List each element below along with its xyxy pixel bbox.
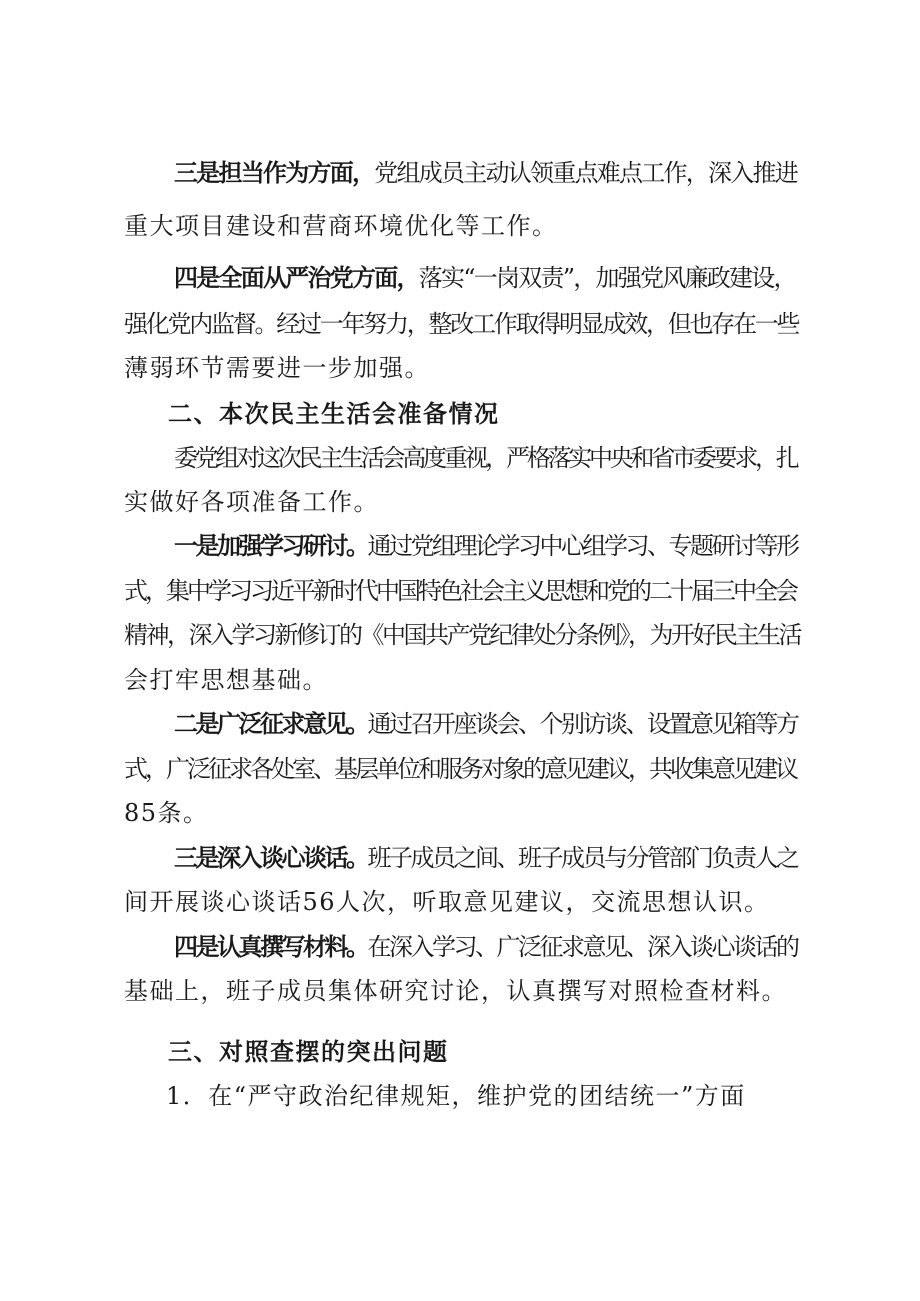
- section-heading: 二、本次民主生活会准备情况: [168, 400, 500, 428]
- paragraph-line: [174, 932, 798, 962]
- paragraph-line: [174, 158, 797, 188]
- paragraph-lead: 一是加强学习研讨。: [174, 531, 368, 560]
- paragraph-text: 落实“一岗双责”，加强党风廉政建设，: [418, 264, 796, 292]
- paragraph-text: 班子成员之间、班子成员与分管部门负责人之: [367, 844, 798, 872]
- paragraph-line: 强化党内监督。经过一年努力，整改工作取得明显成效，但也存在一些: [124, 310, 799, 338]
- paragraph-line: [174, 709, 798, 739]
- paragraph-text: 通过党组理论学习中心组学习、专题研讨等形: [367, 532, 798, 560]
- paragraph-line: 实做好各项准备工作。: [124, 488, 379, 516]
- paragraph-line: 薄弱环节需要进一步加强。: [124, 354, 430, 382]
- paragraph-line: 委党组对这次民主生活会高度重视，严格落实中央和省市委要求，扎: [174, 444, 797, 472]
- section-heading: 三、对照查摆的突出问题: [168, 1038, 449, 1066]
- paragraph-lead: 三是担当作为方面，: [174, 158, 375, 187]
- paragraph-lead: 二是广泛征求意见。: [174, 709, 368, 738]
- subsection-heading: 1．在“严守政治纪律规矩，维护党的团结统一”方面: [166, 1082, 746, 1110]
- paragraph-line: 基础上，班子成员集体研究讨论，认真撰写对照检查材料。: [124, 977, 787, 1005]
- paragraph-lead: 三是深入谈心谈话。: [174, 843, 368, 872]
- paragraph-line: [174, 263, 796, 293]
- paragraph-line: [174, 843, 798, 873]
- paragraph-line: 精神，深入学习新修订的《中国共产党纪律处分条例》，为开好民主生活: [124, 621, 800, 649]
- paragraph-line: 式，集中学习习近平新时代中国特色社会主义思想和党的二十届三中全会: [124, 577, 796, 605]
- paragraph-line: 式，广泛征求各处室、基层单位和服务对象的意见建议，共收集意见建议: [124, 755, 796, 783]
- paragraph-text: 党组成员主动认领重点难点工作，深入推进: [374, 159, 797, 187]
- paragraph-line: 间开展谈心谈话56人次，听取意见建议，交流思想认识。: [124, 888, 770, 916]
- paragraph-lead: 四是全面从严治党方面，: [174, 263, 419, 292]
- paragraph-line: 重大项目建设和营商环境优化等工作。: [124, 212, 558, 240]
- paragraph-line: [174, 531, 798, 561]
- paragraph-line: 会打牢思想基础。: [124, 666, 328, 694]
- paragraph-lead: 四是认真撰写材料。: [174, 932, 368, 961]
- paragraph-text: 在深入学习、广泛征求意见、深入谈心谈话的: [367, 933, 798, 961]
- paragraph-line: 85条。: [124, 799, 209, 827]
- paragraph-text: 通过召开座谈会、个别访谈、设置意见箱等方: [367, 710, 798, 738]
